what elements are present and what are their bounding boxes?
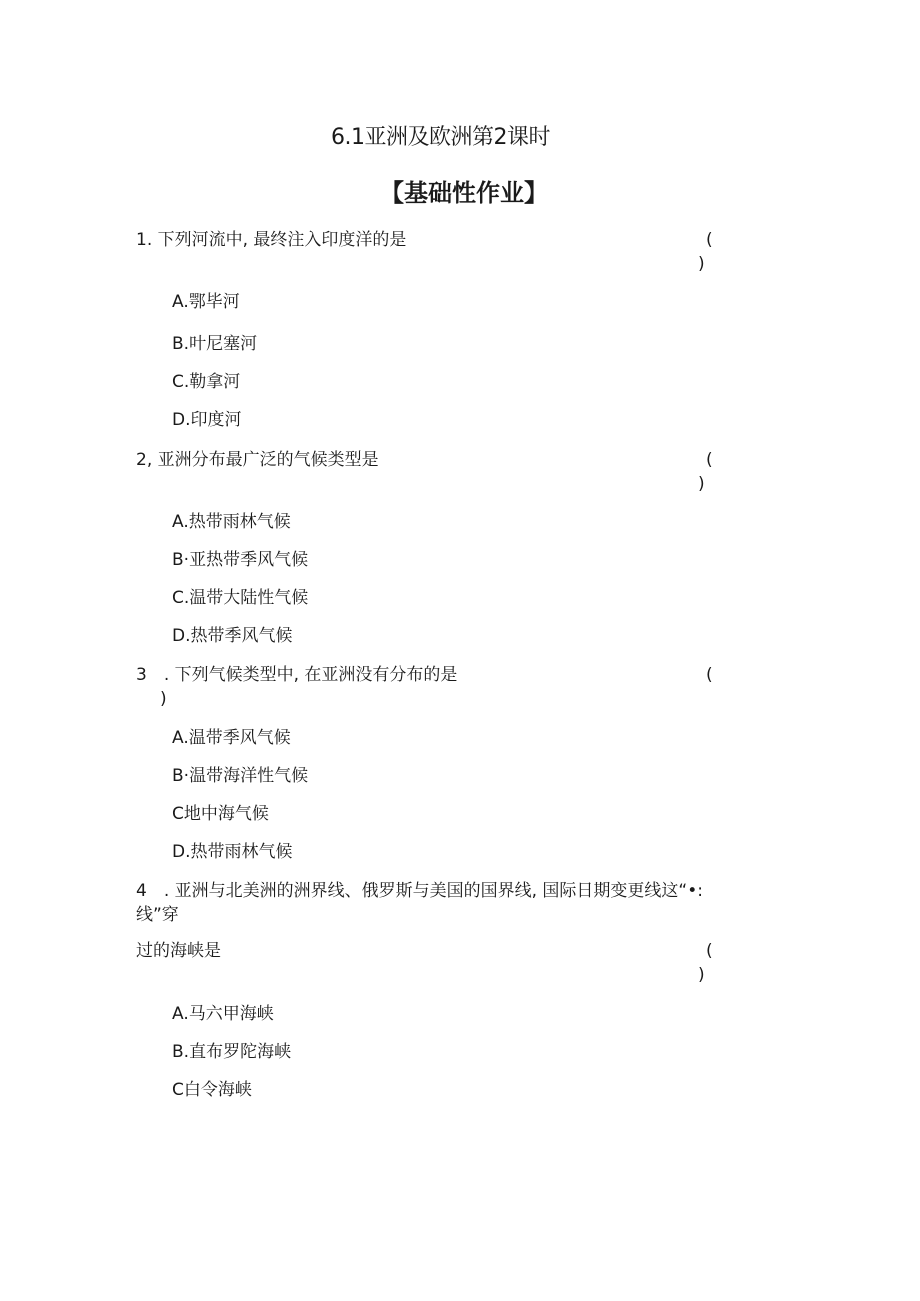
question-stem: 4 . 亚洲与北美洲的洲界线、俄罗斯与美国的国界线, 国际日期变更线这“•:: [136, 881, 703, 901]
question-stem: 2, 亚洲分布最广泛的气候类型是: [136, 450, 379, 470]
option-c: C地中海气候: [172, 804, 269, 824]
option-a: A.热带雨林气候: [172, 512, 291, 532]
option-d: D.热带季风气候: [172, 626, 293, 646]
option-a: A.马六甲海峡: [172, 1004, 274, 1024]
option-d: D.印度河: [172, 410, 242, 430]
option-a: A.温带季风气候: [172, 728, 291, 748]
question-stem: 1. 下列河流中, 最终注入印度洋的是: [136, 230, 407, 250]
answer-paren-open: (: [706, 665, 713, 685]
option-b: B.叶尼塞河: [172, 334, 258, 354]
question-stem: 3 . 下列气候类型中, 在亚洲没有分布的是: [136, 665, 458, 685]
option-b: B.直布罗陀海峡: [172, 1042, 292, 1062]
answer-paren-open: (: [706, 450, 713, 470]
option-c: C白令海峡: [172, 1080, 252, 1100]
option-b: B·温带海洋性气候: [172, 766, 309, 786]
option-d: D.热带雨林气候: [172, 842, 293, 862]
page-title: 6.1亚洲及欧洲第2课时: [331, 125, 550, 150]
answer-paren-close: ): [698, 254, 705, 274]
answer-paren-close: ): [698, 474, 705, 494]
answer-paren-open: (: [706, 941, 713, 961]
option-c: C.温带大陆性气候: [172, 588, 309, 608]
question-stem-line-3: 过的海峡是: [136, 941, 221, 961]
section-heading: 【基础性作业】: [380, 179, 548, 207]
answer-paren-close: ): [698, 965, 705, 985]
answer-paren-close: ): [160, 689, 167, 709]
question-stem-line-2: 线”穿: [136, 905, 179, 925]
option-c: C.勒拿河: [172, 372, 241, 392]
option-b: B·亚热带季风气候: [172, 550, 309, 570]
answer-paren-open: (: [706, 230, 713, 250]
option-a: A.鄂毕河: [172, 292, 240, 312]
